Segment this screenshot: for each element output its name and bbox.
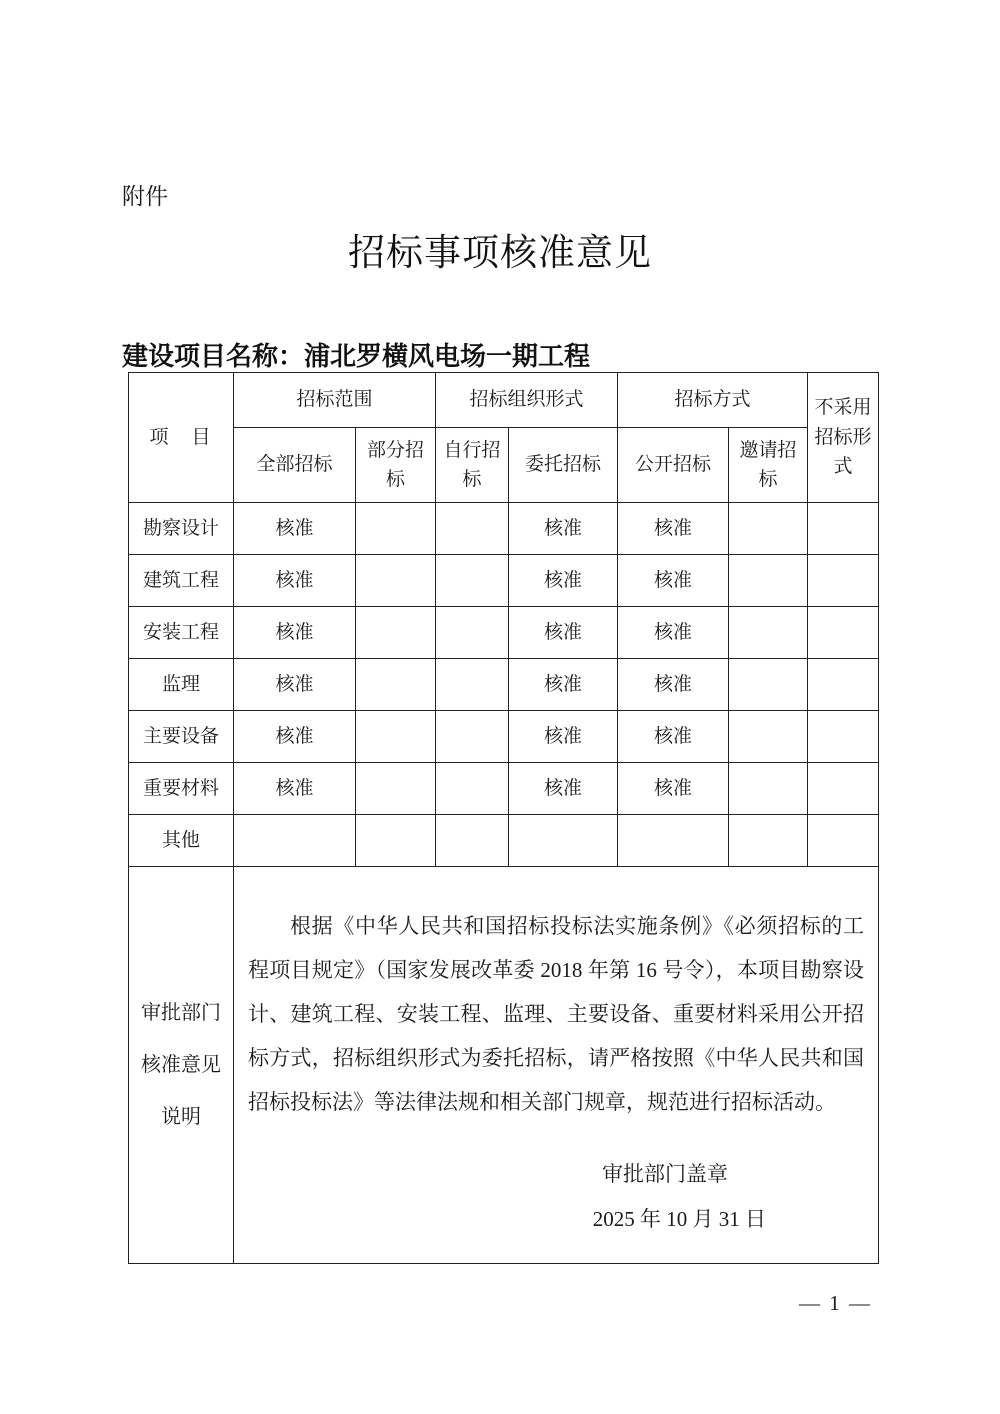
approval-cell [808,763,879,815]
table-row-main-equipment [129,711,879,763]
row-item-label: 监理 [129,659,234,711]
approval-cell [356,555,436,607]
approval-cell: 核准 [618,711,729,763]
approval-cell: 核准 [509,659,618,711]
approval-cell [808,815,879,867]
column-header-invited-bidding: 邀请招标 [729,428,808,503]
approval-cell: 核准 [509,763,618,815]
approval-cell [436,555,509,607]
approval-cell [729,711,808,763]
approval-table [128,372,879,1264]
approval-cell [729,763,808,815]
approval-cell: 核准 [234,711,356,763]
column-group-organization-form: 招标组织形式 [436,373,618,428]
approval-cell: 核准 [618,555,729,607]
approval-cell [436,659,509,711]
approval-label-line-3: 说明 [161,1105,201,1128]
approval-cell: 核准 [509,711,618,763]
approval-cell [729,607,808,659]
approval-cell [356,763,436,815]
approval-cell [808,555,879,607]
column-header-delegated-bidding: 委托招标 [509,428,618,503]
approval-cell: 核准 [234,659,356,711]
document-title: 招标事项核准意见 [348,232,652,273]
approval-cell [808,659,879,711]
approval-label-line-2: 核准意见 [141,1053,221,1076]
approval-cell [234,815,356,867]
approval-cell [808,607,879,659]
approval-cell [436,607,509,659]
approval-opinion-content-cell [234,867,879,1264]
approval-cell [729,503,808,555]
approval-cell [729,659,808,711]
attachment-label: 附件 [122,183,168,209]
approval-cell [436,503,509,555]
table-header-row-1 [129,373,879,428]
row-item-label: 主要设备 [129,711,234,763]
page-number: — 1 — [799,1291,872,1315]
column-header-item: 项 目 [129,373,234,503]
approval-cell: 核准 [618,607,729,659]
table-row-installation-work [129,607,879,659]
table-row-other [129,815,879,867]
approval-cell [729,555,808,607]
approval-opinion-label-cell [129,867,234,1264]
approval-cell: 核准 [234,763,356,815]
approval-cell: 核准 [509,555,618,607]
approval-cell [808,503,879,555]
column-header-no-bidding-form: 不采用招标形式 [808,373,879,503]
column-header-full-bidding: 全部招标 [234,428,356,503]
column-header-partial-bidding: 部分招标 [356,428,436,503]
approval-cell [436,815,509,867]
table-row-important-materials [129,763,879,815]
approval-seal-line: 审批部门盖章 [602,1161,729,1186]
approval-opinion-row [129,867,879,1264]
table-row-supervision [129,659,879,711]
project-name: 建设项目名称：浦北罗横风电场一期工程 [122,341,591,371]
row-item-label: 重要材料 [129,763,234,815]
column-group-bidding-method: 招标方式 [618,373,808,428]
approval-cell [436,763,509,815]
approval-opinion-label [129,998,233,1133]
approval-cell: 核准 [234,503,356,555]
table-row-construction-work [129,555,879,607]
approval-cell: 核准 [509,607,618,659]
approval-cell [808,711,879,763]
row-item-label: 建筑工程 [129,555,234,607]
column-group-bidding-scope: 招标范围 [234,373,436,428]
row-item-label: 勘察设计 [129,503,234,555]
column-header-self-bidding: 自行招标 [436,428,509,503]
approval-cell [356,659,436,711]
approval-cell [356,607,436,659]
row-item-label: 其他 [129,815,234,867]
approval-cell: 核准 [618,503,729,555]
table-header-row-2 [129,428,879,503]
approval-cell [509,815,618,867]
approval-cell [618,815,729,867]
approval-label-line-1: 审批部门 [141,1001,221,1024]
approval-cell: 核准 [234,555,356,607]
approval-cell [436,711,509,763]
approval-cell: 核准 [618,763,729,815]
column-header-open-bidding: 公开招标 [618,428,729,503]
approval-date-line: 2025 年 10 月 31 日 [592,1206,767,1231]
approval-cell [729,815,808,867]
approval-opinion-text: 根据《中华人民共和国招标投标法实施条例》《必须招标的工程项目规定》（国家发展改革委 2018 年第 16 号令），本项目勘察设计、建筑工程、安装工程、监理、主要设备、重要材料采用公开招标方式，招标组织形式为委托招标，请严格按照《中华人民共和国招标投标法》等法律法规和相关部门规章，规范进行招标活动。 [248,913,865,1114]
approval-cell: 核准 [618,659,729,711]
row-item-label: 安装工程 [129,607,234,659]
approval-cell [356,711,436,763]
approval-cell [356,815,436,867]
approval-cell: 核准 [509,503,618,555]
approval-cell [356,503,436,555]
table-row-survey-design [129,503,879,555]
approval-cell: 核准 [234,607,356,659]
